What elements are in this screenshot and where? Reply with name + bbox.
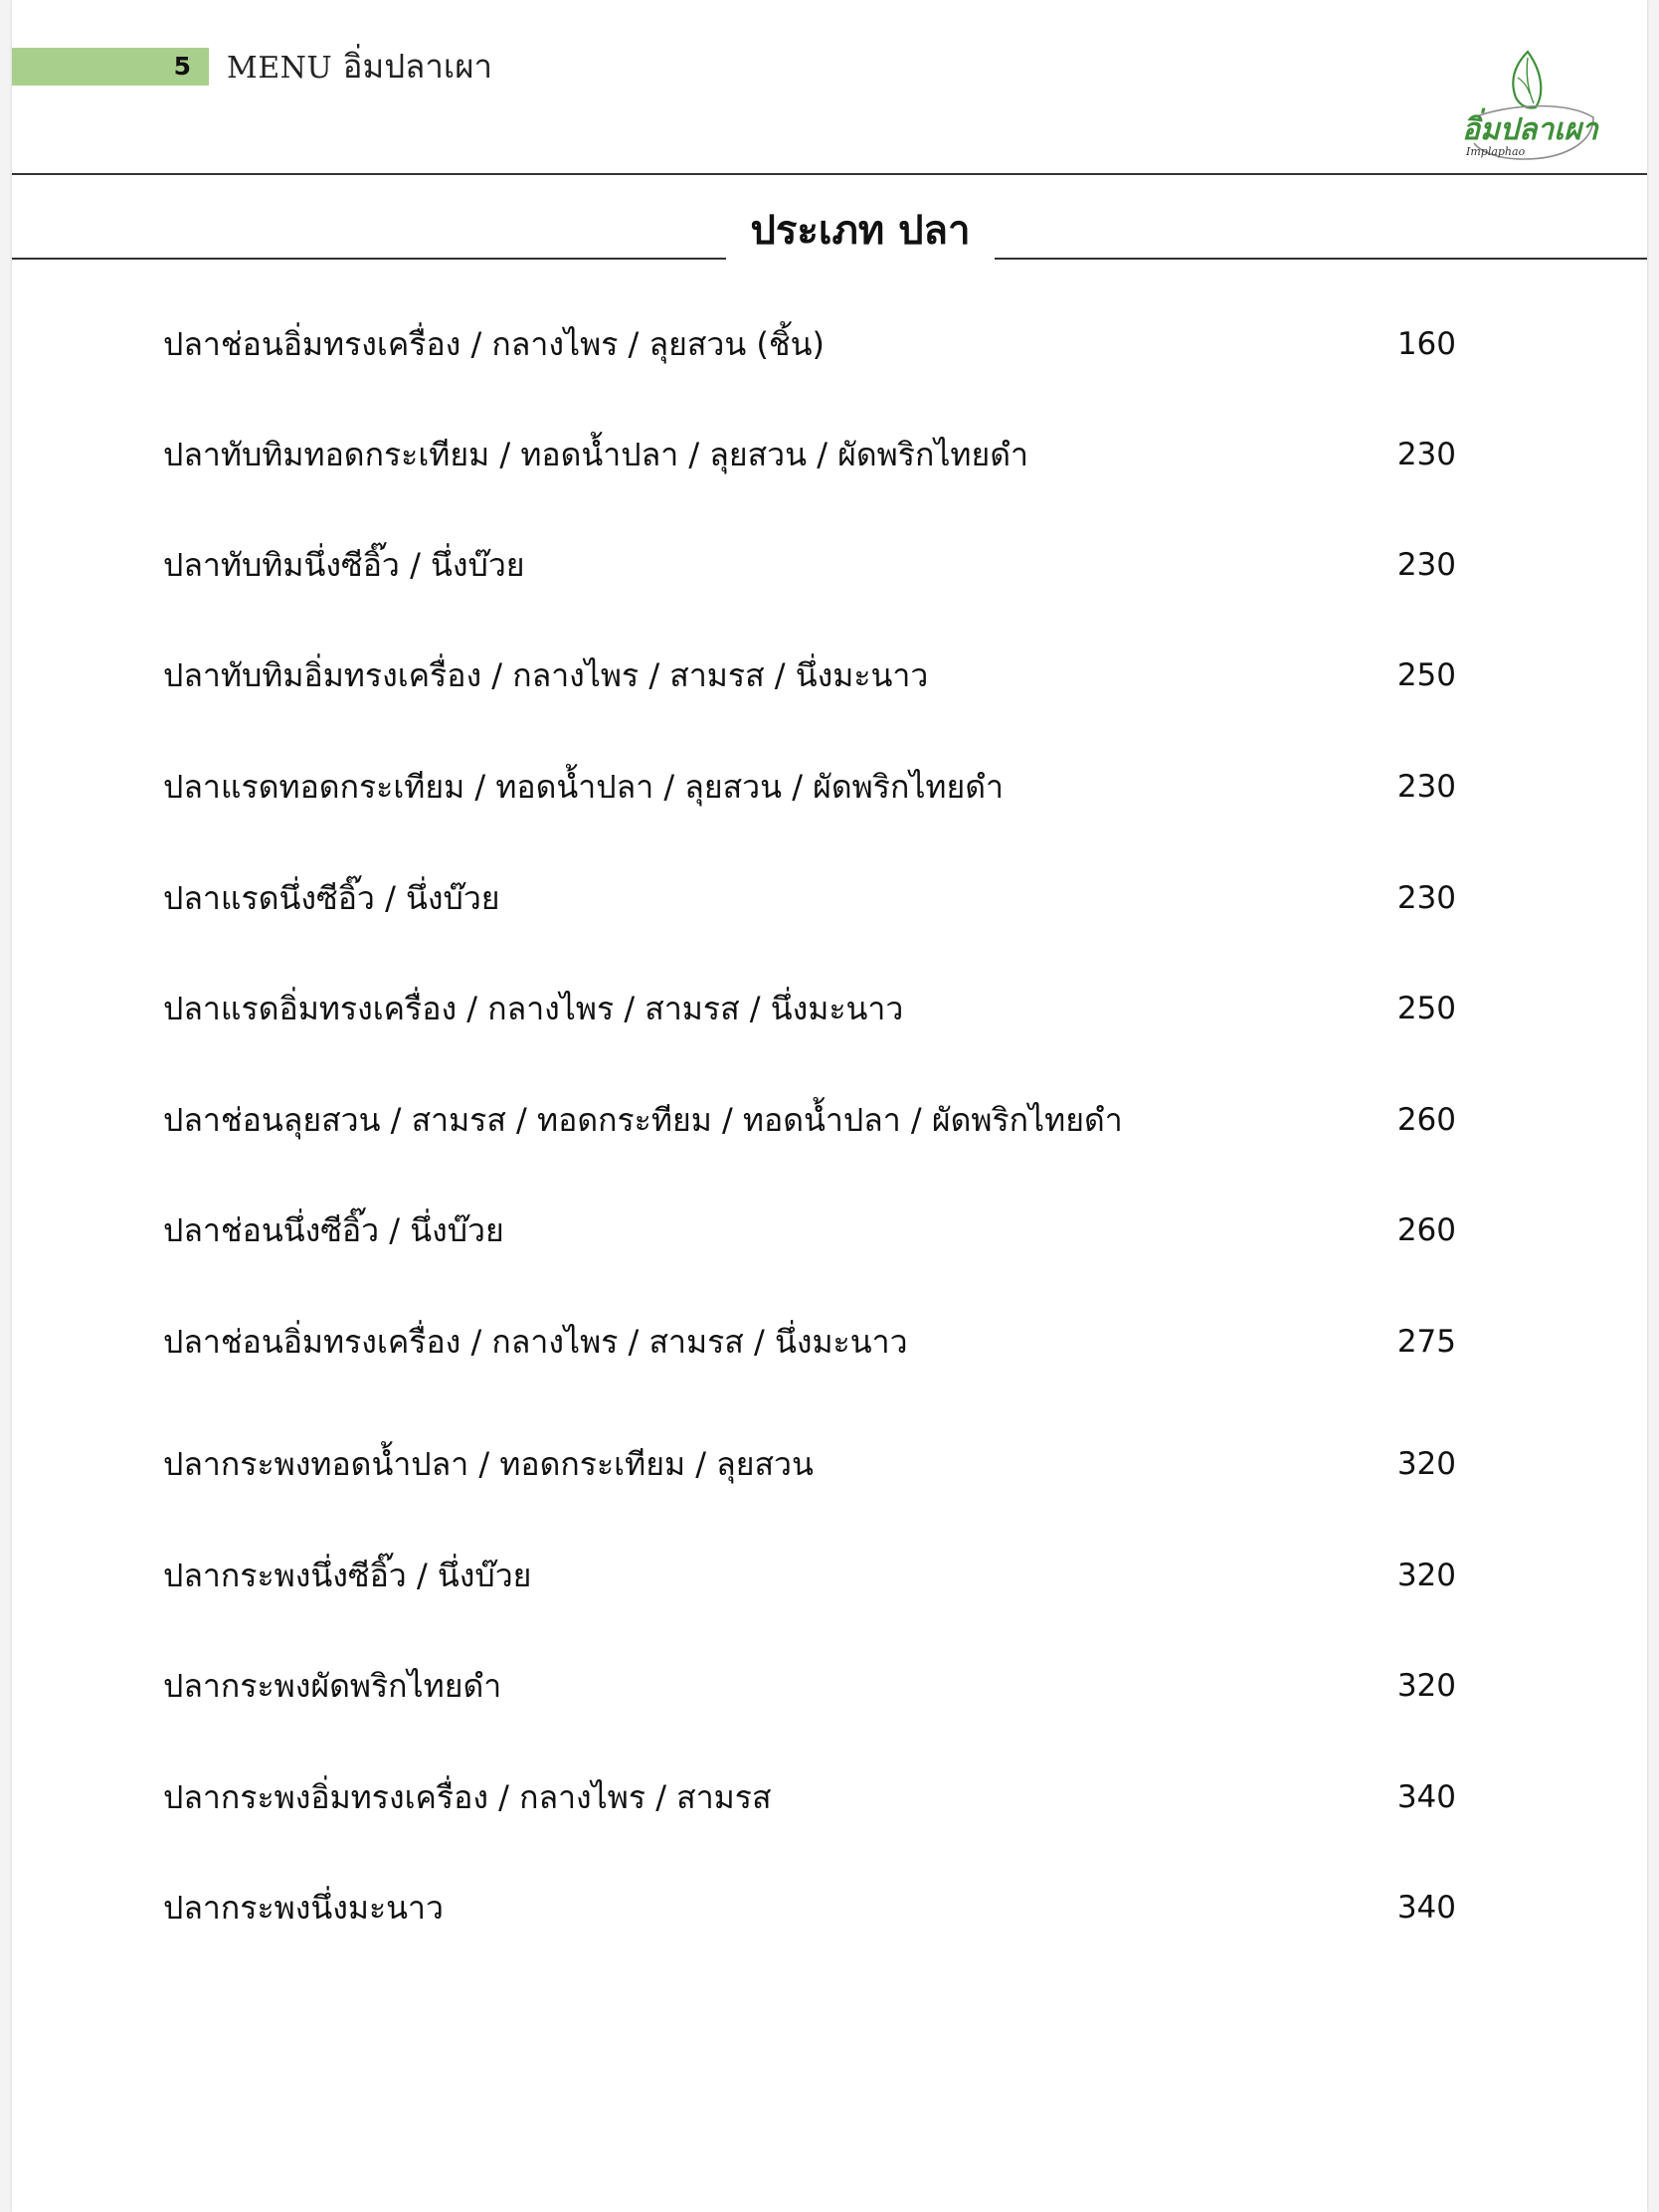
menu-item-name: ปลากระพงนึ่งซีอิ๊ว / นึ่งบ๊วย xyxy=(163,1557,532,1594)
section-title: ประเภท ปลา xyxy=(726,199,995,263)
restaurant-name: อิ่มปลาเผา xyxy=(342,47,493,86)
menu-title xyxy=(227,44,492,90)
restaurant-logo xyxy=(1444,48,1603,167)
menu-item-name: ปลากระพงทอดน้ำปลา / ทอดกระเทียม / ลุยสวน xyxy=(163,1445,814,1483)
page-header xyxy=(12,0,1647,175)
menu-item-price: 320 xyxy=(1396,1558,1456,1593)
menu-item-price: 340 xyxy=(1396,1890,1456,1926)
menu-item-price: 230 xyxy=(1396,547,1456,583)
menu-item-price: 340 xyxy=(1396,1779,1456,1815)
menu-item-name: ปลาช่อนลุยสวน / สามรส / ทอดกระทียม / ทอดน้ำปลา / ผัดพริกไทยดำ xyxy=(163,1101,1123,1139)
menu-item-name: ปลาแรดอิ่มทรงเครื่อง / กลางไพร / สามรส / นึ่งมะนาว xyxy=(163,990,904,1027)
menu-item xyxy=(163,1312,1456,1372)
menu-item-price: 230 xyxy=(1396,769,1456,805)
menu-item-price: 320 xyxy=(1396,1446,1456,1482)
menu-item-name: ปลากระพงนึ่งมะนาว xyxy=(163,1889,444,1927)
menu-item xyxy=(163,425,1456,484)
menu-item-name: ปลาช่อนอิ่มทรงเครื่อง / กลางไพร / ลุยสวน (ชิ้น) xyxy=(163,325,825,363)
menu-item-name: ปลาแรดทอดกระเทียม / ทอดน้ำปลา / ลุยสวน / ผัดพริกไทยดำ xyxy=(163,768,1005,806)
menu-item xyxy=(163,979,1456,1038)
menu-item xyxy=(163,757,1456,817)
menu-item-price: 320 xyxy=(1396,1668,1456,1704)
header-divider xyxy=(12,173,1647,175)
menu-item-price: 260 xyxy=(1396,1102,1456,1138)
logo-wordmark: อิ่มปลาเผา xyxy=(1462,112,1598,147)
menu-item xyxy=(163,1200,1456,1260)
menu-item-name: ปลากระพงอิ่มทรงเครื่อง / กลางไพร / สามรส xyxy=(163,1778,772,1816)
menu-item xyxy=(163,1656,1456,1716)
menu-item xyxy=(163,535,1456,595)
menu-page xyxy=(12,0,1647,2212)
menu-item-name: ปลาทับทิมทอดกระเทียม / ทอดน้ำปลา / ลุยสวน / ผัดพริกไทยดำ xyxy=(163,436,1029,473)
menu-item xyxy=(163,1434,1456,1494)
menu-item xyxy=(163,1546,1456,1605)
menu-item-name: ปลาทับทิมนึ่งซีอิ๊ว / นึ่งบ๊วย xyxy=(163,546,525,584)
menu-item xyxy=(163,1767,1456,1827)
menu-word: MENU xyxy=(227,51,333,86)
menu-item-name: ปลาช่อนอิ่มทรงเครื่อง / กลางไพร / สามรส / นึ่งมะนาว xyxy=(163,1323,908,1361)
menu-item-name: ปลากระพงผัดพริกไทยดำ xyxy=(163,1667,502,1705)
page-number-badge: 5 xyxy=(12,48,209,86)
menu-item-price: 160 xyxy=(1396,326,1456,362)
menu-item xyxy=(163,645,1456,705)
menu-item xyxy=(163,1090,1456,1150)
menu-item-name: ปลาแรดนึ่งซีอิ๊ว / นึ่งบ๊วย xyxy=(163,879,500,917)
menu-item-name: ปลาช่อนนึ่งซีอิ๊ว / นึ่งบ๊วย xyxy=(163,1211,504,1249)
menu-item-price: 260 xyxy=(1396,1212,1456,1248)
menu-item xyxy=(163,1878,1456,1937)
menu-item-price: 230 xyxy=(1396,880,1456,916)
menu-item-price: 230 xyxy=(1396,437,1456,472)
logo-subtext: Implaphao xyxy=(1466,145,1526,158)
menu-item xyxy=(163,868,1456,928)
menu-item xyxy=(163,314,1456,374)
menu-item-price: 275 xyxy=(1396,1324,1456,1360)
menu-item-name: ปลาทับทิมอิ่มทรงเครื่อง / กลางไพร / สามรส / นึ่งมะนาว xyxy=(163,656,929,694)
menu-item-price: 250 xyxy=(1396,991,1456,1026)
menu-item-price: 250 xyxy=(1396,657,1456,693)
